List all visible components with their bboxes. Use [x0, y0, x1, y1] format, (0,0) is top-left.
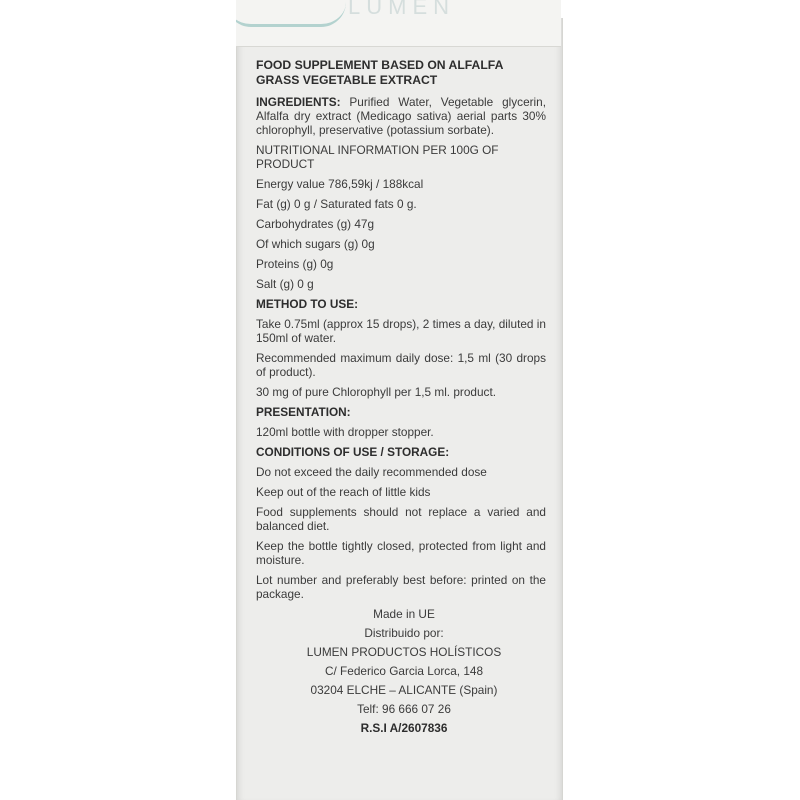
presentation-text: 120ml bottle with dropper stopper.	[256, 425, 434, 439]
company-name: LUMEN PRODUCTOS HOLÍSTICOS	[306, 645, 502, 659]
label-content	[256, 58, 546, 740]
product-title: FOOD SUPPLEMENT BASED ON ALFALFA GRASS VEGETABLE EXTRACT	[256, 58, 503, 87]
ingredients-heading: INGREDIENTS:	[256, 95, 341, 109]
condition-storage: Keep the bottle tightly closed, protected from light and moisture.	[256, 539, 546, 567]
box-top-flap	[236, 0, 561, 47]
brand-logo: LUMEN	[348, 0, 456, 19]
company-street: C/ Federico Garcia Lorca, 148	[324, 664, 484, 678]
distributed-by: Distribuido por:	[364, 626, 444, 640]
method-max-dose: Recommended maximum daily dose: 1,5 ml (30 drops of product).	[256, 351, 546, 379]
logo-swoosh-icon	[236, 2, 346, 27]
method-chlorophyll: 30 mg of pure Chlorophyll per 1,5 ml. product.	[256, 385, 496, 399]
distributor-footer	[262, 607, 546, 735]
condition-dose: Do not exceed the daily recommended dose	[256, 465, 487, 479]
presentation-heading: PRESENTATION:	[256, 405, 351, 419]
ingredients-block	[256, 95, 546, 137]
rsi-number: R.S.I A/2607836	[360, 721, 448, 735]
company-city: 03204 ELCHE – ALICANTE (Spain)	[310, 683, 498, 697]
nutrition-heading: NUTRITIONAL INFORMATION PER 100G OF PRODUCT	[256, 143, 499, 171]
made-in: Made in UE	[373, 607, 435, 621]
condition-diet: Food supplements should not replace a varied and balanced diet.	[256, 505, 546, 533]
condition-kids: Keep out of the reach of little kids	[256, 485, 431, 499]
nutrition-energy: Energy value 786,59kj / 188kcal	[256, 177, 424, 191]
conditions-heading: CONDITIONS OF USE / STORAGE:	[256, 445, 450, 459]
nutrition-fat: Fat (g) 0 g / Saturated fats 0 g.	[256, 197, 417, 211]
method-heading: METHOD TO USE:	[256, 297, 359, 311]
ingredients-text: Purified Water, Vegetable glycerin, Alfalfa dry extract (Medicago sativa) aerial parts 30% chlorophyll, preservative (potassium sorbate).	[256, 95, 547, 137]
nutrition-sugars: Of which sugars (g) 0g	[256, 237, 375, 251]
company-phone: Telf: 96 666 07 26	[357, 702, 451, 716]
nutrition-salt: Salt (g) 0 g	[256, 277, 314, 291]
nutrition-proteins: Proteins (g) 0g	[256, 257, 334, 271]
condition-lot: Lot number and preferably best before: printed on the package.	[256, 573, 546, 601]
method-dosage: Take 0.75ml (approx 15 drops), 2 times a day, diluted in 150ml of water.	[256, 317, 546, 345]
nutrition-carbohydrates: Carbohydrates (g) 47g	[256, 217, 375, 231]
